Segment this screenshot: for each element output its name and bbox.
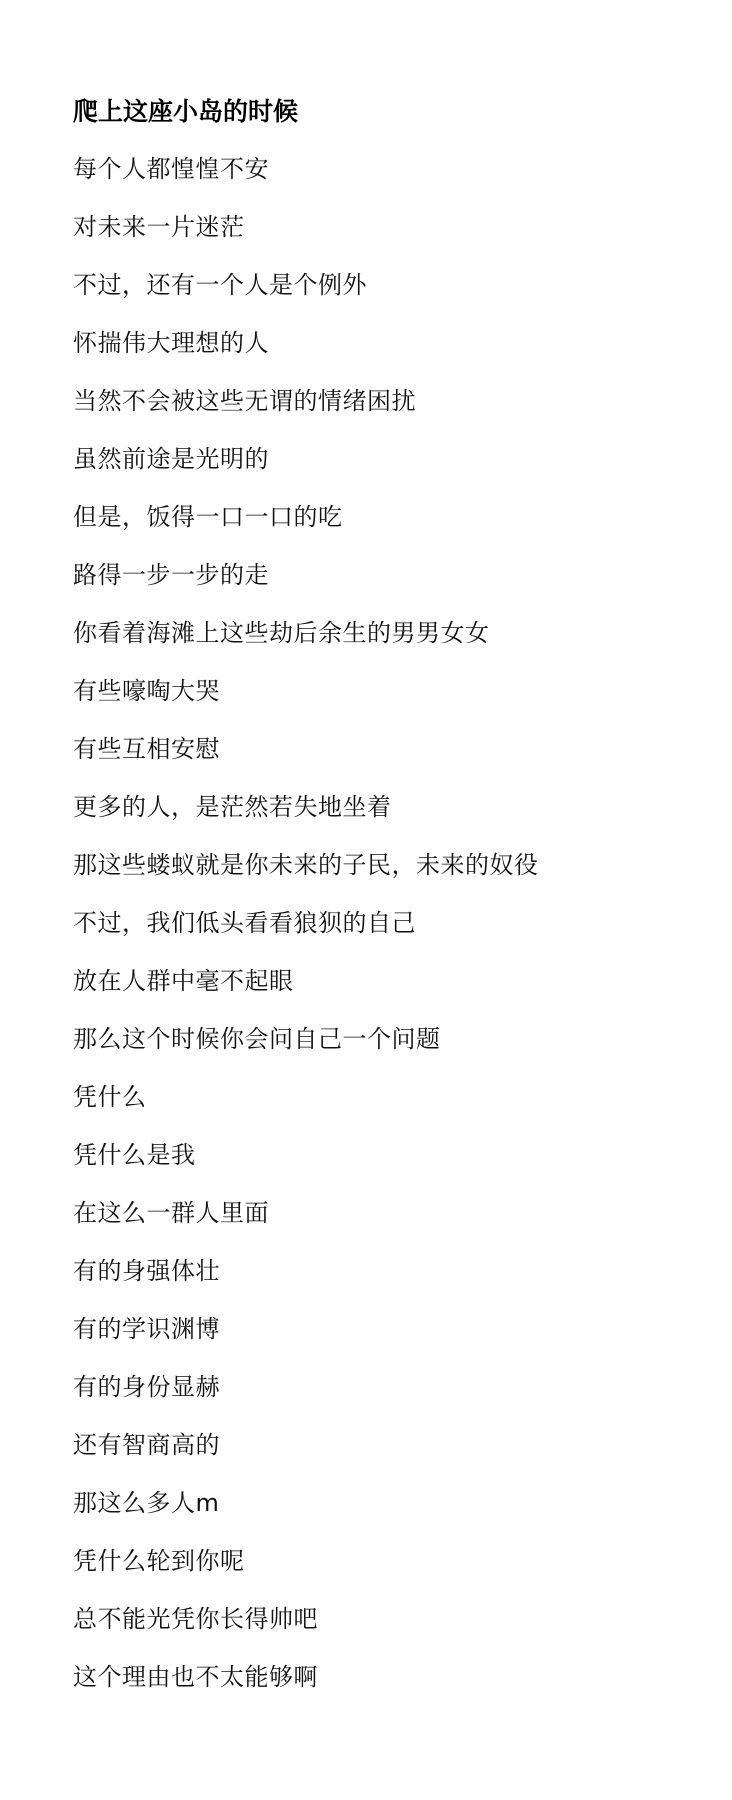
- text-line: 凭什么轮到你呢: [73, 1546, 245, 1575]
- text-line: 更多的人，是茫然若失地坐着: [73, 792, 392, 821]
- text-line: 有的学识渊博: [73, 1314, 220, 1343]
- text-line: 凭什么: [73, 1082, 147, 1111]
- text-lines: [73, 152, 713, 1694]
- text-line: 放在人群中毫不起眼: [73, 966, 294, 995]
- text-line: 不过，还有一个人是个例外: [73, 270, 367, 299]
- text-line: 凭什么是我: [73, 1140, 196, 1169]
- text-line: 不过，我们低头看看狼狈的自己: [73, 908, 416, 937]
- text-line: 这个理由也不太能够啊: [73, 1662, 318, 1691]
- text-line: 但是，饭得一口一口的吃: [73, 502, 343, 531]
- text-line: 对未来一片迷茫: [73, 212, 245, 241]
- text-line: 那这些蝼蚁就是你未来的子民，未来的奴役: [73, 850, 539, 879]
- text-line: 在这么一群人里面: [73, 1198, 269, 1227]
- text-line: 有的身强体壮: [73, 1256, 220, 1285]
- text-line: 有些嚎啕大哭: [73, 676, 220, 705]
- text-line: 有些互相安慰: [73, 734, 220, 763]
- text-line: 当然不会被这些无谓的情绪困扰: [73, 386, 416, 415]
- text-line: 虽然前途是光明的: [73, 444, 269, 473]
- text-line: 每个人都惶惶不安: [73, 154, 269, 183]
- text-line: 路得一步一步的走: [73, 560, 269, 589]
- document-title: 爬上这座小岛的时候: [73, 97, 299, 126]
- text-line: 你看着海滩上这些劫后余生的男男女女: [73, 618, 490, 647]
- text-line: 有的身份显赫: [73, 1372, 220, 1401]
- document-body: [73, 95, 713, 1718]
- text-line: 那么这个时候你会问自己一个问题: [73, 1024, 441, 1053]
- text-line: 那这么多人m: [73, 1488, 220, 1517]
- text-line: 总不能光凭你长得帅吧: [73, 1604, 318, 1633]
- text-line: 还有智商高的: [73, 1430, 220, 1459]
- text-line: 怀揣伟大理想的人: [73, 328, 269, 357]
